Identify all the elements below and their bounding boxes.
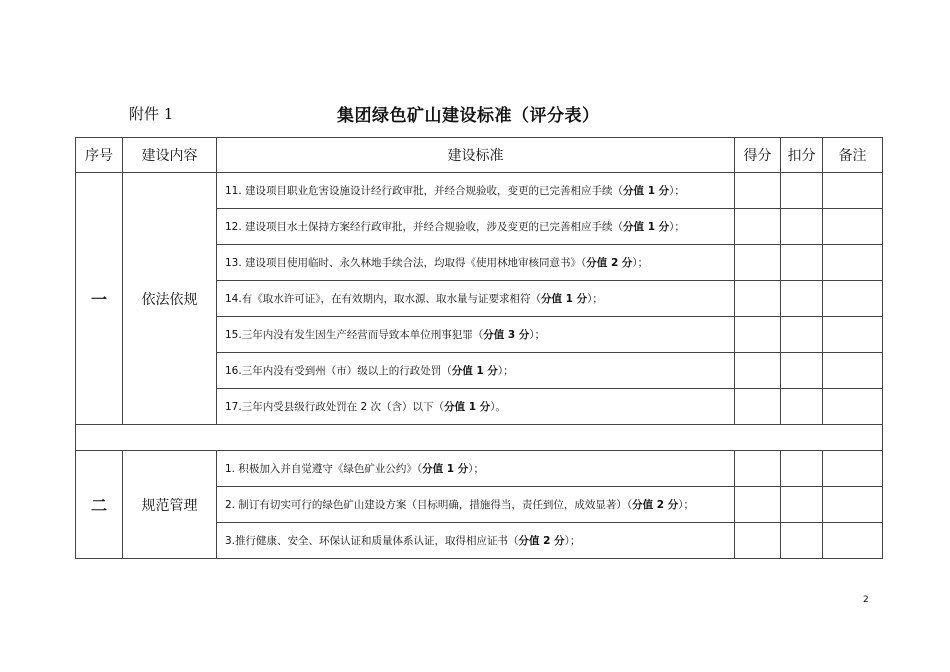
deduction-input-cell[interactable] bbox=[781, 523, 823, 559]
standard-text: 13. 建设项目使用临时、永久林地手续合法，均取得《使用林地审核同意书》（ bbox=[225, 257, 587, 269]
page-number: 2 bbox=[863, 595, 869, 605]
remarks-input-cell[interactable] bbox=[823, 281, 883, 317]
standard-tail: ）； bbox=[632, 257, 649, 269]
deduction-input-cell[interactable] bbox=[781, 487, 823, 523]
standard-cell bbox=[217, 451, 735, 487]
standard-text: 11. 建设项目职业危害设施设计经行政审批，并经合规验收，变更的已完善相应手续（ bbox=[225, 185, 624, 197]
deduction-input-cell[interactable] bbox=[781, 173, 823, 209]
standard-tail: ）； bbox=[564, 535, 581, 547]
deduction-input-cell[interactable] bbox=[781, 451, 823, 487]
standard-text: 12. 建设项目水土保持方案经行政审批，并经合规验收，涉及变更的已完善相应手续（ bbox=[225, 221, 624, 233]
col-header-index: 序号 bbox=[76, 138, 123, 173]
standard-cell bbox=[217, 389, 735, 425]
score-value: 分值 1 分 bbox=[623, 185, 670, 197]
standard-cell bbox=[217, 353, 735, 389]
col-header-content: 建设内容 bbox=[123, 138, 217, 173]
separator-row bbox=[76, 425, 883, 451]
remarks-input-cell[interactable] bbox=[823, 389, 883, 425]
standard-text: 16.三年内没有受到州（市）级以上的行政处罚（ bbox=[225, 365, 452, 377]
standard-cell bbox=[217, 487, 735, 523]
score-value: 分值 1 分 bbox=[540, 293, 588, 305]
score-input-cell[interactable] bbox=[735, 209, 781, 245]
score-value: 分值 1 分 bbox=[451, 365, 498, 377]
standard-tail: ）； bbox=[669, 185, 685, 197]
standard-cell bbox=[217, 281, 735, 317]
score-input-cell[interactable] bbox=[735, 389, 781, 425]
standard-text: 17.三年内受县级行政处罚在 2 次（含）以下（ bbox=[225, 401, 445, 413]
remarks-input-cell[interactable] bbox=[823, 173, 883, 209]
attachment-label: 附件 1 bbox=[129, 105, 174, 123]
standard-tail: ）； bbox=[678, 499, 694, 511]
group-index: 二 bbox=[76, 451, 123, 559]
standard-tail: ）。 bbox=[490, 401, 506, 413]
table-header-row bbox=[76, 138, 883, 173]
scoring-table bbox=[75, 137, 883, 559]
standard-text: 2. 制订有切实可行的绿色矿山建设方案（目标明确，措施得当，责任到位，成效显著）（ bbox=[225, 499, 633, 511]
standard-cell bbox=[217, 523, 735, 559]
remarks-input-cell[interactable] bbox=[823, 317, 883, 353]
standard-text: 15.三年内没有发生因生产经营而导致本单位刑事犯罪（ bbox=[225, 329, 484, 341]
standard-cell bbox=[217, 317, 735, 353]
score-input-cell[interactable] bbox=[735, 173, 781, 209]
document-title: 集团绿色矿山建设标准（评分表） bbox=[337, 106, 600, 126]
deduction-input-cell[interactable] bbox=[781, 389, 823, 425]
standard-tail: ）； bbox=[529, 329, 546, 341]
score-input-cell[interactable] bbox=[735, 281, 781, 317]
deduction-input-cell[interactable] bbox=[781, 317, 823, 353]
score-input-cell[interactable] bbox=[735, 353, 781, 389]
remarks-input-cell[interactable] bbox=[823, 209, 883, 245]
score-value: 分值 2 分 bbox=[586, 257, 633, 269]
table-row bbox=[76, 173, 883, 209]
score-value: 分值 1 分 bbox=[623, 221, 670, 233]
deduction-input-cell[interactable] bbox=[781, 209, 823, 245]
standard-text: 1. 积极加入并自觉遵守《绿色矿业公约》（ bbox=[225, 463, 423, 475]
remarks-input-cell[interactable] bbox=[823, 451, 883, 487]
table-row bbox=[76, 451, 883, 487]
score-input-cell[interactable] bbox=[735, 245, 781, 281]
col-header-standard: 建设标准 bbox=[217, 138, 735, 173]
score-value: 分值 2 分 bbox=[518, 535, 565, 547]
score-input-cell[interactable] bbox=[735, 317, 781, 353]
standard-tail: ）； bbox=[468, 463, 484, 475]
group-category: 依法依规 bbox=[123, 173, 217, 425]
standard-cell bbox=[217, 173, 735, 209]
score-input-cell[interactable] bbox=[735, 523, 781, 559]
score-value: 分值 3 分 bbox=[483, 329, 530, 341]
score-input-cell[interactable] bbox=[735, 487, 781, 523]
remarks-input-cell[interactable] bbox=[823, 353, 883, 389]
standard-text: 14.有《取水许可证》，在有效期内，取水源、取水量与证要求相符（ bbox=[225, 293, 541, 305]
score-value: 分值 1 分 bbox=[422, 463, 469, 475]
score-value: 分值 2 分 bbox=[632, 499, 679, 511]
col-header-deduction: 扣分 bbox=[781, 138, 823, 173]
group-category: 规范管理 bbox=[123, 451, 217, 559]
score-value: 分值 1 分 bbox=[444, 401, 491, 413]
standard-text: 3.推行健康、安全、环保认证和质量体系认证，取得相应证书（ bbox=[225, 535, 519, 547]
standard-tail: ）； bbox=[497, 365, 514, 377]
standard-cell bbox=[217, 245, 735, 281]
remarks-input-cell[interactable] bbox=[823, 523, 883, 559]
standard-cell bbox=[217, 209, 735, 245]
score-input-cell[interactable] bbox=[735, 451, 781, 487]
deduction-input-cell[interactable] bbox=[781, 281, 823, 317]
deduction-input-cell[interactable] bbox=[781, 353, 823, 389]
group-index: 一 bbox=[76, 173, 123, 425]
remarks-input-cell[interactable] bbox=[823, 487, 883, 523]
col-header-score: 得分 bbox=[735, 138, 781, 173]
deduction-input-cell[interactable] bbox=[781, 245, 823, 281]
separator-cell bbox=[76, 425, 883, 451]
col-header-remarks: 备注 bbox=[823, 138, 883, 173]
remarks-input-cell[interactable] bbox=[823, 245, 883, 281]
standard-tail: ）； bbox=[587, 293, 603, 305]
standard-tail: ）； bbox=[669, 221, 685, 233]
